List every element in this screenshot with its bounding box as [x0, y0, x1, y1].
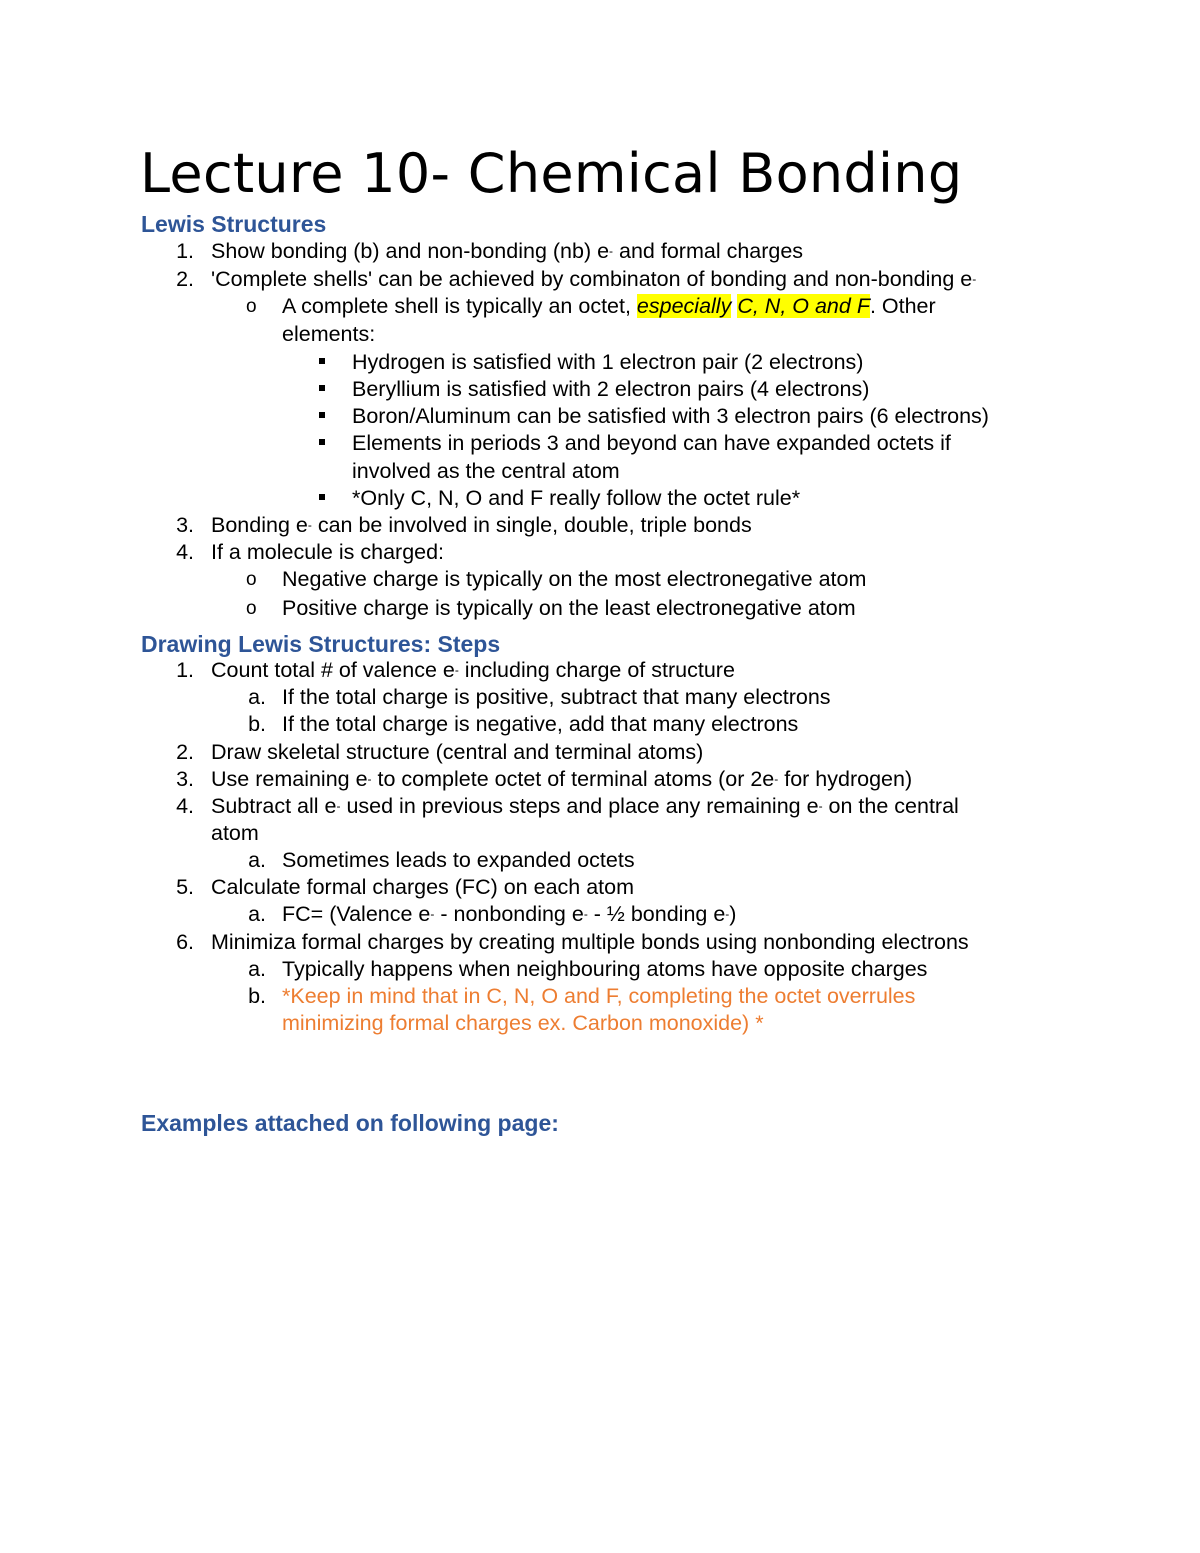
list-item: *Only C, N, O and F really follow the octet rule* [352, 486, 801, 510]
list-item: Bonding e- can be involved in single, double, triple bonds [211, 513, 752, 537]
list-item: FC= (Valence e- - nonbonding e- - ½ bonding e-) [282, 902, 737, 926]
list-item-continuation: involved as the central atom [352, 459, 620, 483]
list-marker: a. [248, 902, 266, 926]
section-heading-lewis-structures: Lewis Structures [141, 211, 327, 237]
list-item-continuation: elements: [282, 322, 376, 346]
circle-bullet-icon: o [246, 296, 257, 317]
list-item: Sometimes leads to expanded octets [282, 848, 635, 872]
list-item-continuation: atom [211, 821, 259, 845]
list-item: Count total # of valence e- including charge of structure [211, 658, 735, 682]
circle-bullet-icon: o [246, 598, 257, 619]
list-marker: 2. [176, 267, 194, 291]
list-item: 'Complete shells' can be achieved by combinaton of bonding and non-bonding e- [211, 267, 977, 291]
square-bullet-icon [319, 494, 325, 500]
list-item: Negative charge is typically on the most electronegative atom [282, 567, 867, 591]
list-item: If a molecule is charged: [211, 540, 445, 564]
square-bullet-icon [319, 358, 325, 364]
list-item: Positive charge is typically on the least electronegative atom [282, 596, 856, 620]
list-marker: 3. [176, 767, 194, 791]
square-bullet-icon [319, 439, 325, 445]
list-item: Typically happens when neighbouring atoms have opposite charges [282, 957, 928, 981]
list-item-note: *Keep in mind that in C, N, O and F, completing the octet overrules [282, 984, 916, 1008]
page-title: Lecture 10- Chemical Bonding [140, 142, 963, 205]
list-marker: b. [248, 712, 266, 736]
list-marker: 1. [176, 658, 194, 682]
square-bullet-icon [319, 412, 325, 418]
list-marker: a. [248, 848, 266, 872]
list-marker: b. [248, 984, 266, 1008]
list-item: Use remaining e- to complete octet of terminal atoms (or 2e- for hydrogen) [211, 767, 913, 791]
list-item: Draw skeletal structure (central and terminal atoms) [211, 740, 704, 764]
square-bullet-icon [319, 385, 325, 391]
list-item: If the total charge is negative, add that many electrons [282, 712, 799, 736]
list-item: Minimiza formal charges by creating multiple bonds using nonbonding electrons [211, 930, 969, 954]
highlighted-text: especially [636, 294, 732, 318]
list-marker: 5. [176, 875, 194, 899]
list-item: A complete shell is typically an octet, especially C, N, O and F. Other [282, 294, 936, 318]
highlighted-text: C, N, O and F [737, 294, 870, 318]
list-marker: a. [248, 685, 266, 709]
footer-heading: Examples attached on following page: [141, 1110, 559, 1136]
list-marker: 2. [176, 740, 194, 764]
list-marker: 1. [176, 239, 194, 263]
list-item: Calculate formal charges (FC) on each atom [211, 875, 635, 899]
list-item: Hydrogen is satisfied with 1 electron pair (2 electrons) [352, 350, 864, 374]
list-item: If the total charge is positive, subtract that many electrons [282, 685, 831, 709]
circle-bullet-icon: o [246, 569, 257, 590]
list-marker: 6. [176, 930, 194, 954]
list-marker: 4. [176, 794, 194, 818]
list-item: Subtract all e- used in previous steps and place any remaining e- on the central [211, 794, 959, 818]
section-heading-drawing-steps: Drawing Lewis Structures: Steps [141, 631, 501, 657]
list-item: Show bonding (b) and non-bonding (nb) e- and formal charges [211, 239, 804, 263]
list-item-note-continuation: minimizing formal charges ex. Carbon monoxide) * [282, 1011, 764, 1035]
list-item: Beryllium is satisfied with 2 electron pairs (4 electrons) [352, 377, 870, 401]
list-marker: a. [248, 957, 266, 981]
list-item: Boron/Aluminum can be satisfied with 3 electron pairs (6 electrons) [352, 404, 989, 428]
list-marker: 3. [176, 513, 194, 537]
list-marker: 4. [176, 540, 194, 564]
list-item: Elements in periods 3 and beyond can have expanded octets if [352, 431, 951, 455]
